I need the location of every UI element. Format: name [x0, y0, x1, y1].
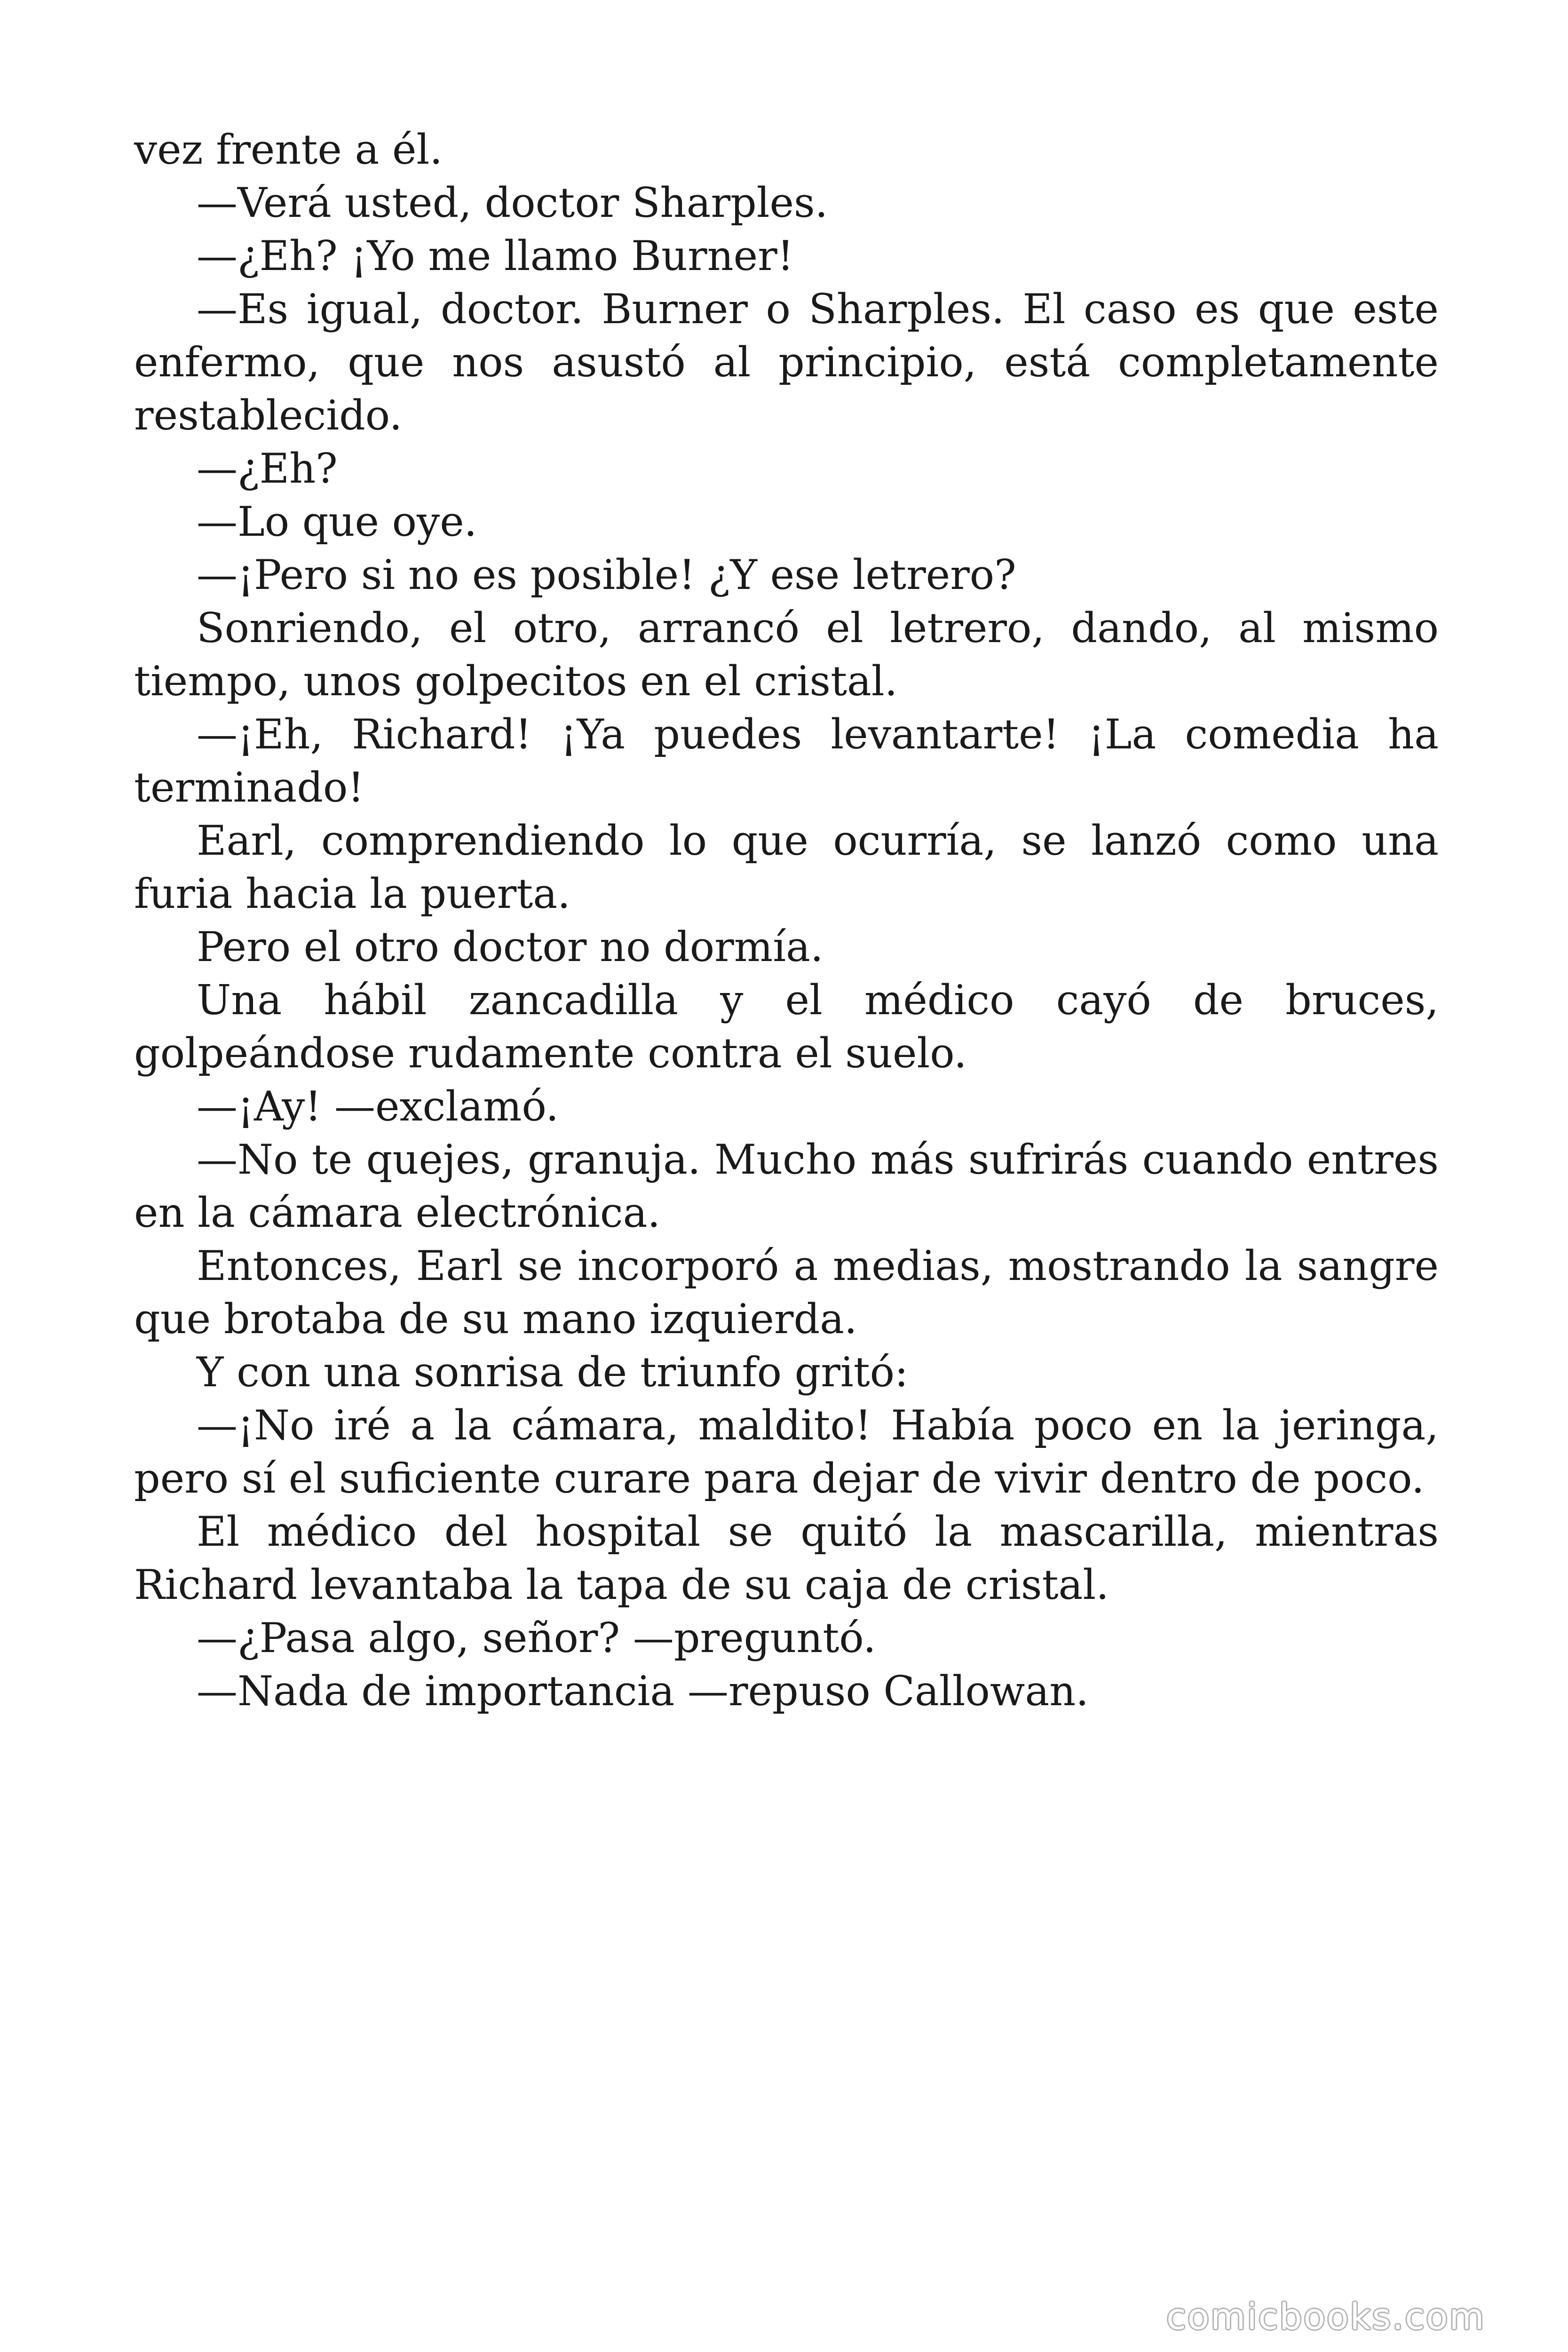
paragraph: Y con una sonrisa de triunfo gritó:: [197, 1348, 909, 1396]
watermark-logo: comicbooks.com: [1166, 2296, 1486, 2337]
paragraph: —No te quejes, granuja. Mucho más sufrirás cuando entres en la cámara electrónica.: [134, 1136, 1439, 1237]
paragraph: —¿Eh?: [197, 445, 338, 493]
paragraph: —Es igual, doctor. Burner o Sharples. El caso es que este enfermo, que nos asustó al principio, está completamente restablecido.: [134, 285, 1439, 439]
paragraph: —¡Pero si no es posible! ¿Y ese letrero?: [197, 551, 1016, 599]
paragraph: Pero el otro doctor no dormía.: [197, 923, 824, 971]
paragraph: vez frente a él.: [134, 126, 443, 174]
paragraph: —¿Eh? ¡Yo me llamo Burner!: [197, 232, 794, 280]
book-page-text: [134, 123, 1439, 1718]
paragraph: Sonriendo, el otro, arrancó el letrero, dando, al mismo tiempo, unos golpecitos en el cristal.: [134, 604, 1439, 705]
paragraph: —Lo que oye.: [197, 498, 477, 546]
paragraph: Una hábil zancadilla y el médico cayó de bruces, golpeándose rudamente contra el suelo.: [134, 976, 1439, 1077]
paragraph: —¿Pasa algo, señor? —preguntó.: [197, 1614, 876, 1662]
paragraph: —Nada de importancia —repuso Callowan.: [197, 1667, 1089, 1715]
paragraph: —¡Eh, Richard! ¡Ya puedes levantarte! ¡La comedia ha terminado!: [134, 710, 1439, 811]
paragraph: Earl, comprendiendo lo que ocurría, se lanzó como una furia hacia la puerta.: [134, 817, 1439, 918]
paragraph: El médico del hospital se quitó la mascarilla, mientras Richard levantaba la tapa de su caja de cristal.: [134, 1508, 1439, 1609]
paragraph: Entonces, Earl se incorporó a medias, mostrando la sangre que brotaba de su mano izquierda.: [134, 1242, 1439, 1343]
paragraph: —¡No iré a la cámara, maldito! Había poco en la jeringa, pero sí el suficiente curare para dejar de vivir dentro de poco.: [134, 1401, 1439, 1502]
paragraph: —¡Ay! —exclamó.: [197, 1082, 559, 1130]
paragraph: —Verá usted, doctor Sharples.: [197, 179, 828, 227]
